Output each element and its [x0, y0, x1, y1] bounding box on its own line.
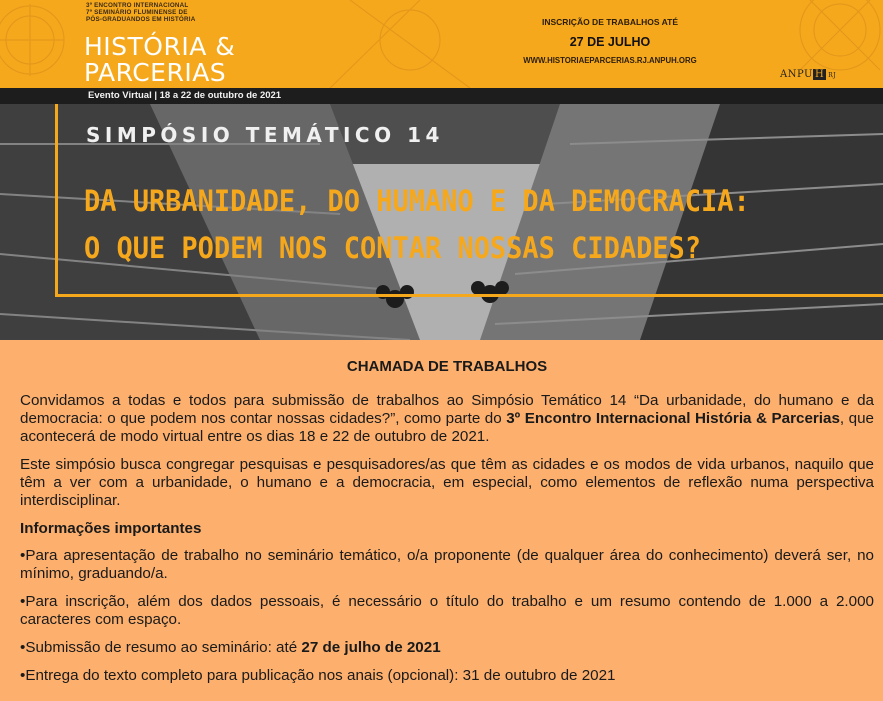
logo-box: H: [814, 69, 825, 80]
event-banner: [0, 0, 883, 88]
event-title-line: HISTÓRIA &: [84, 32, 236, 61]
organizer-line: PÓS-GRADUANDOS EM HISTÓRIA: [86, 16, 196, 23]
event-name: 3º Encontro Internacional História & Parcerias: [506, 410, 840, 427]
symposium-headline: [84, 178, 809, 272]
headline-line: DA URBANIDADE, DO HUMANO E DA DEMOCRACIA:: [84, 184, 750, 218]
intro-paragraph: [20, 392, 874, 446]
organizer-line: 7º SEMINÁRIO FLUMINENSE DE: [86, 9, 188, 16]
bullet-text: •Submissão de resumo ao seminário: até: [20, 639, 302, 656]
registration-date: 27 DE JULHO: [569, 35, 651, 49]
event-title: [84, 34, 344, 86]
registration-url[interactable]: WWW.HISTORIAEPARCERIAS.RJ.ANPUH.ORG: [523, 56, 697, 65]
call-title: CHAMADA DE TRABALHOS: [346, 358, 548, 375]
scope-paragraph: Este simpósio busca congregar pesquisas e pesquisadores/as que têm as cidades e os modos de vida urbanos, naquilo que têm a ver com a urbanidade, o humano e a democracia, em especial, como elementos de reflexão numa perspectiva interdisciplinar.: [20, 456, 874, 509]
intro-text: Convidamos a todas e todos para submissão de trabalhos ao Simpósio Temático 14 “Da urbanidade, do humano e da democracia: o que podem nos contar nossas cidades?”, como parte do: [20, 392, 874, 427]
info-bullet: •Entrega do texto completo para publicação nos anais (opcional): 31 de outubro de 2021: [20, 667, 616, 684]
intro-text-end: , que acontecerá de modo virtual entre os dias 18 e 22 de outubro de 2021.: [20, 410, 875, 445]
call-for-papers: [20, 340, 874, 692]
logo-text: ANPU: [780, 69, 813, 80]
info-heading: Informações importantes: [20, 520, 202, 537]
event-subtitle: Evento Virtual | 18 a 22 de outubro de 2021: [88, 90, 282, 101]
headline-line: O QUE PODEM NOS CONTAR NOSSAS CIDADES?: [84, 231, 702, 265]
info-bullet: [20, 639, 874, 657]
info-bullet: •Para inscrição, além dos dados pessoais, é necessário o título do trabalho e um resumo contendo de 1.000 a 2.000 caracteres com espaço.: [20, 593, 874, 628]
organizer-lines: [86, 2, 326, 23]
deadline-date: 27 de julho de 2021: [301, 639, 441, 656]
logo-suffix: RJ: [828, 72, 837, 79]
anpuh-logo: [780, 69, 836, 81]
symposium-label: SIMPÓSIO TEMÁTICO 14: [86, 123, 444, 147]
organizer-line: 3º ENCONTRO INTERNACIONAL: [86, 2, 189, 9]
registration-label: INSCRIÇÃO DE TRABALHOS ATÉ: [542, 17, 678, 27]
info-bullet: •Para apresentação de trabalho no seminário temático, o/a proponente (de qualquer área do conhecimento) deverá ser, no mínimo, graduando/a.: [20, 547, 874, 582]
event-title-line: PARCERIAS: [84, 58, 227, 87]
